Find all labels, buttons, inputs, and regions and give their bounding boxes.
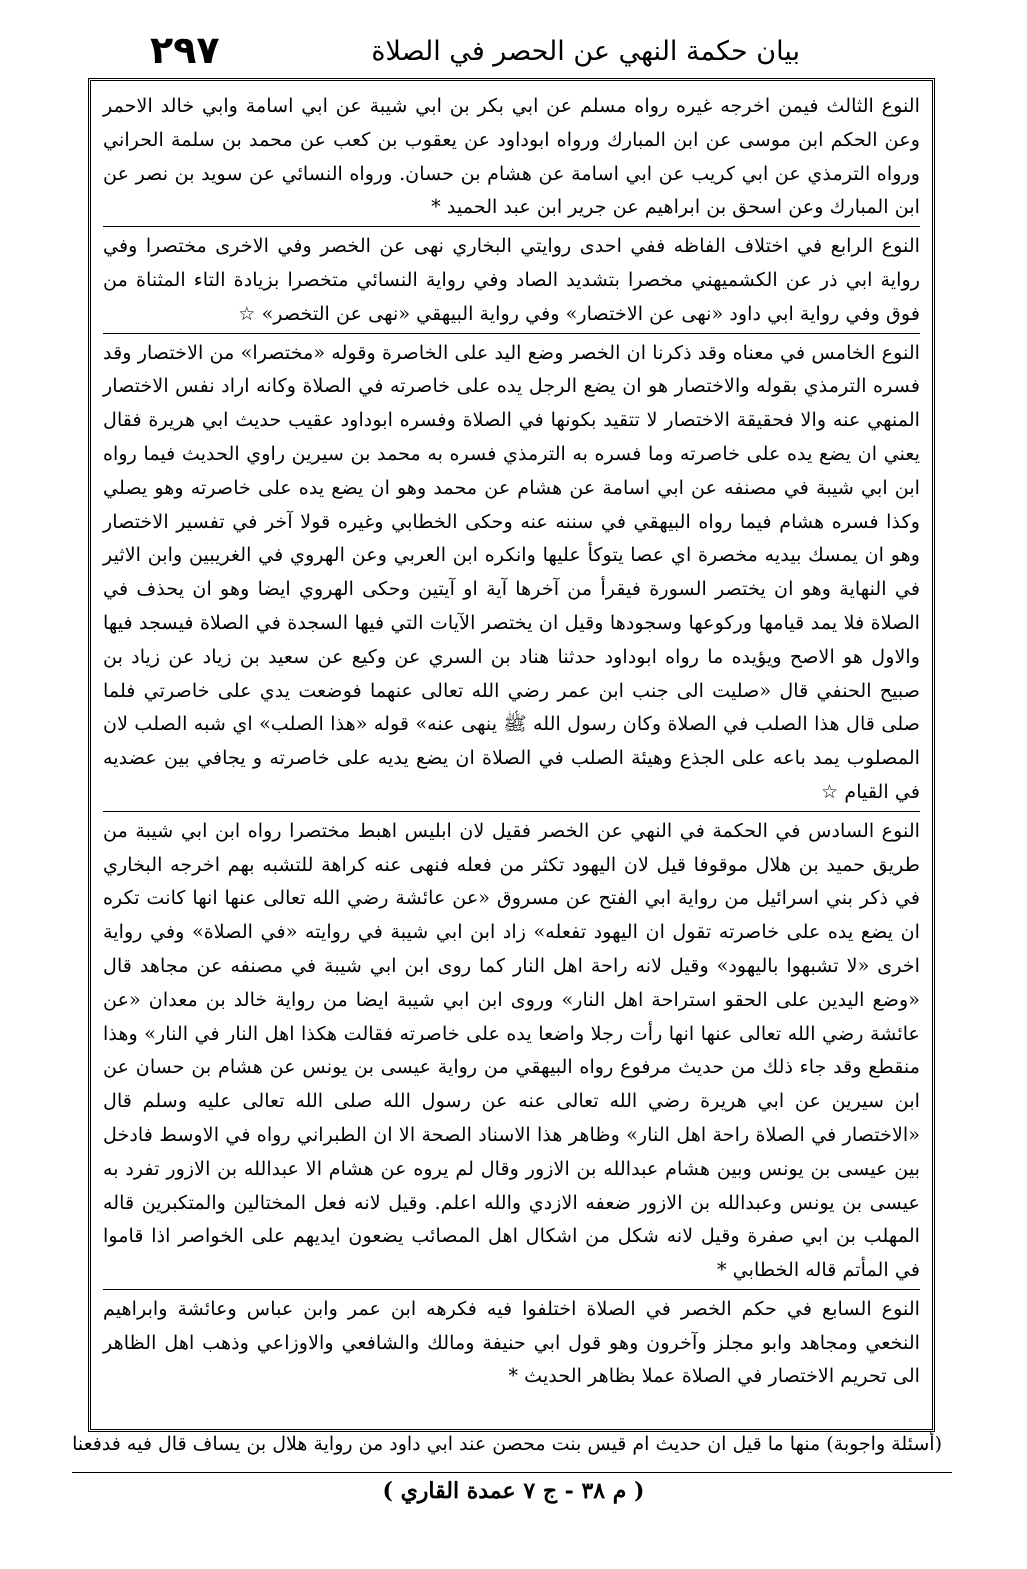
page-header	[100, 28, 950, 76]
paragraph-type-7: النوع السابع في حكم الخصر في الصلاة اختلفوا فيه فكرهه ابن عمر وابن عباس وعائشة وابراهيم النخعي ومجاهد وابو مجلز وآخرون وهو قول ابي حنيفة ومالك والشافعي والاوزاعي وذهب اهل الظاهر الى تحريم الاختصار في الصلاة عملا بظاهر الحديث *	[103, 1296, 920, 1388]
paragraph-type-6: النوع السادس في الحكمة في النهي عن الخصر فقيل لان ابليس اهبط مختصرا رواه ابن ابي شيبة من طريق حميد بن هلال موقوفا قيل لان اليهود تكثر من فعله فنهى عنه كراهة للتشبه بهم اخرجه البخاري في ذكر بني اسرائيل من رواية ابي الفتح عن مسروق «عن عائشة رضي الله تعالى عنها انها كانت تكره ان يضع يده على خاصرته تقول ان اليهود تفعله» زاد ابن ابي شيبة في روايته «في الصلاة» وفي رواية اخرى «لا تشبهوا باليهود» وقيل لانه راحة اهل النار كما روى ابن ابي شيبة في مصنفه عن مجاهد قال «وضع اليدين على الحقو استراحة اهل النار» وروى ابن ابي شيبة ايضا من رواية خالد بن معدان «عن عائشة رضي الله تعالى عنها انها رأت رجلا واضعا يده على خاصرته فقالت هكذا اهل النار في النار» وهذا منقطع وقد جاء ذلك من حديث مرفوع رواه البيهقي من رواية عيسى بن يونس عن هشام بن حسان عن ابن سيرين عن ابي هريرة رضي الله تعالى عنه عن رسول الله صلى الله تعالى عليه وسلم قال «الاختصار في الصلاة راحة اهل النار» وظاهر هذا الاسناد الصحة الا ان الطبراني رواه في الاوسط فادخل بين عيسى بن يونس وبين هشام عبدالله بن الازور وقال لم يروه عن هشام الا عبدالله بن الازور تفرد به عيسى بن يونس وعبدالله بن الازور ضعفه الازدي والله اعلم. وقيل لانه فعل المختالين والمتكبرين قاله المهلب بن ابي صفرة وقيل لانه شكل من اشكال اهل المصائب يضعون ايديهم على الخواصر اذا قاموا في المأتم قاله الخطابي *	[103, 818, 920, 1282]
section-divider	[103, 226, 920, 227]
running-title: بيان حكمة النهي عن الحصر في الصلاة	[371, 36, 800, 67]
footer-divider	[72, 1472, 952, 1473]
page-footer: ( م ٣٨ - ج ٧ عمدة القاري )	[382, 1478, 645, 1504]
paragraph-type-3: النوع الثالث فيمن اخرجه غيره رواه مسلم عن ابي بكر بن ابي شيبة عن ابي اسامة وابي خالد الاحمر وعن الحكم ابن موسى عن ابن المبارك ورواه ابوداود عن يعقوب بن كعب عن محمد بن سلمة الحراني ورواه الترمذي عن ابي كريب عن ابي اسامة عن هشام بن حسان. ورواه النسائي عن سويد بن نصر عن ابن المبارك وعن اسحق بن ابراهيم عن جرير ابن عبد الحميد *	[103, 94, 920, 219]
paragraph-type-4: النوع الرابع في اختلاف الفاظه ففي احدى روايتي البخاري نهى عن الخصر وفي الاخرى مختصرا وفي رواية ابي ذر عن الكشميهني مخصرا بتشديد الصاد وفي رواية النسائي متخصرا بزيادة التاء المثناة من فوق وفي رواية ابي داود «نهى عن الاختصار» وفي رواية البيهقي «نهى عن التخصر» ☆	[103, 234, 920, 325]
section-divider	[103, 333, 920, 334]
text-frame	[88, 78, 935, 1432]
section-divider	[103, 811, 920, 812]
questions-answers-line: (أسئلة واجوبة) منها ما قيل ان حديث ام قيس بنت محصن عند ابي داود من رواية هلال بن يساف قال فيه فدفعنا	[72, 1433, 942, 1455]
paragraph-type-5: النوع الخامس في معناه وقد ذكرنا ان الخصر وضع اليد على الخاصرة وقوله «مختصرا» من الاختصار وقد فسره الترمذي بقوله والاختصار هو ان يضع الرجل يده على خاصرته في الصلاة وكانه اراد نفس الاختصار المنهي عنه والا فحقيقة الاختصار لا تتقيد بكونها في الصلاة وفسره ابوداود عقيب حديث ابي هريرة فقال يعني ان يضع يده على خاصرته وما فسره به الترمذي فسره به محمد بن سيرين راوي الحديث فيما رواه ابن ابي شيبة في مصنفه عن ابي اسامة عن هشام عن محمد وهو ان يضع يده على خاصرته وهو يصلي وكذا فسره هشام فيما رواه البيهقي في سننه عنه وحكى الخطابي وغيره قولا آخر في تفسير الاختصار وهو ان يمسك بيديه مخصرة اي عصا يتوكأ عليها وانكره ابن العربي وعن الهروي في الغريبين وابن الاثير في النهاية وهو ان يختصر السورة فيقرأ من آخرها آية او آيتين وحكى الهروي ايضا وهو ان يحذف في الصلاة فلا يمد قيامها وركوعها وسجودها وقيل ان يختصر الآيات التي فيها السجدة في الصلاة فيسجد فيها والاول هو الاصح ويؤيده ما رواه ابوداود حدثنا هناد بن السري عن وكيع عن سعيد بن زياد عن زياد بن صبيح الحنفي قال «صليت الى جنب ابن عمر رضي الله تعالى عنهما فوضعت يدي على خاصرتي فلما صلى قال هذا الصلب في الصلاة وكان رسول الله ﷺ ينهى عنه» قوله «هذا الصلب» اي شبه الصلب لان المصلوب يمد باعه على الجذع وهيئة الصلب في الصلاة ان يضع يديه على خاصرته و يجافي بين عضديه في القيام ☆	[103, 340, 920, 803]
page-number: ٢٩٧	[150, 28, 220, 72]
section-divider	[103, 1289, 920, 1290]
main-text	[103, 89, 920, 1421]
